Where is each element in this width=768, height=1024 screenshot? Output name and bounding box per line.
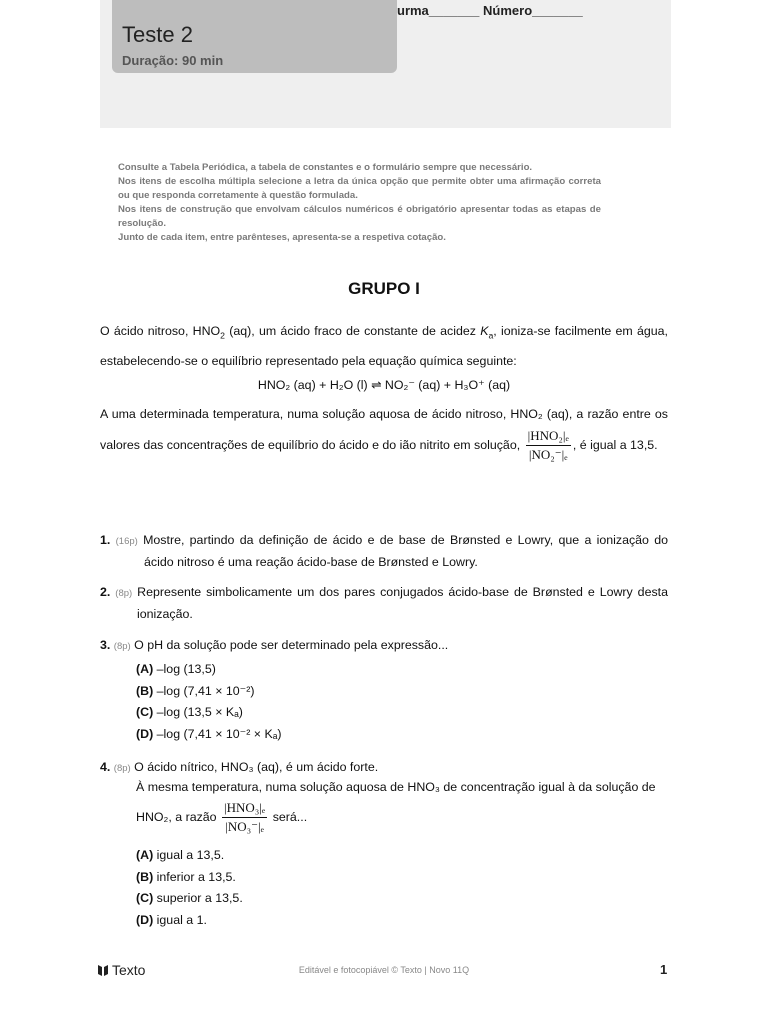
- instruction-line: Nos itens de construção que envolvam cálculos numéricos é obrigatório apresentar todas as etapas de resolução.: [118, 204, 601, 229]
- question-4-ratio: HNO₂, a razão $\frac{\text{|HNO₃|ₑ}}{\text{|NO₃⁻|ₑ}}$ será...: [136, 800, 308, 834]
- option-4a[interactable]: (A) igual a 13,5.: [136, 848, 225, 862]
- chemical-equation: HNO₂ (aq) + H₂O (l) ⇌ NO₂⁻ (aq) + H₃O⁺ (aq): [257, 378, 511, 392]
- intro-paragraph-1: O ácido nitroso, $HNO_2$ (aq), um ácido fraco de constante de acidez $K_a$, ioniza-se facilmente em água, estabelecendo-se o equilíbrio representado pela equação química seguinte:: [100, 324, 668, 369]
- instruction-line: Nos itens de escolha múltipla selecione a letra da única opção que permite obter uma afirmação correta ou que responda corretamente à questão formulada.: [118, 176, 601, 201]
- texto-logo: Texto: [97, 962, 145, 978]
- test-title: Teste 2: [122, 22, 193, 47]
- question-4-context: À mesma temperatura, numa solução aquosa de HNO₃ de concentração igual à da solução de: [136, 780, 656, 794]
- instruction-line: Junto de cada item, entre parênteses, apresenta-se a respetiva cotação.: [118, 232, 446, 243]
- option-4d[interactable]: (D) igual a 1.: [136, 913, 207, 927]
- intro-paragraph-2: A uma determinada temperatura, numa solução aquosa de ácido nitroso, HNO₂ (aq), a razão entre os valores das concentrações de equilíbrio do ácido e do ião nitrito em solução, $\frac{\text{|HNO₂|ₑ}}{\text{|NO₂⁻|ₑ}}$ , é igual a 13,5.: [100, 407, 668, 462]
- option-4c[interactable]: (C) superior a 13,5.: [136, 891, 243, 905]
- test-duration: Duração: 90 min: [122, 53, 224, 68]
- question-3: 3. (8p) O pH da solução pode ser determinado pela expressão...: [100, 638, 449, 652]
- question-4: 4. (8p) O ácido nítrico, HNO₃ (aq), é um ácido forte.: [100, 760, 379, 774]
- student-fields: urma_______ Número_______: [397, 3, 583, 18]
- instruction-line: Consulte a Tabela Periódica, a tabela de constantes e o formulário sempre que necessário.: [118, 162, 533, 173]
- group-title: GRUPO I: [348, 279, 420, 298]
- question-2: 2. (8p) Represente simbolicamente um dos pares conjugados ácido-base de Brønsted e Lowry desta ionização.: [100, 585, 668, 621]
- footer-credit: Editável e fotocopiável © Texto | Novo 11Q: [298, 965, 470, 975]
- concentration-ratio: $\frac{\text{|HNO₂|ₑ}}{\text{|NO₂⁻|ₑ}}$: [527, 428, 569, 462]
- instructions-block: [118, 161, 601, 245]
- option-3a[interactable]: (A) –log (13,5): [136, 662, 216, 676]
- option-4b[interactable]: (B) inferior a 13,5.: [136, 870, 236, 884]
- option-3b[interactable]: (B) –log (7,41 × 10⁻²): [136, 684, 255, 698]
- test-title-box: [112, 0, 397, 73]
- option-3d[interactable]: (D) –log (7,41 × 10⁻² × Kₐ): [136, 727, 282, 741]
- question-1: 1. (16p) Mostre, partindo da definição de ácido e de base de Brønsted e Lowry, que a ionização do ácido nitroso é uma reação ácido-base de Brønsted e Lowry.: [100, 533, 668, 569]
- nitric-ratio: $\frac{\text{|HNO₃|ₑ}}{\text{|NO₃⁻|ₑ}}$: [224, 800, 266, 834]
- page-number: 1: [660, 962, 668, 977]
- option-3c[interactable]: (C) –log (13,5 × Kₐ): [136, 705, 243, 719]
